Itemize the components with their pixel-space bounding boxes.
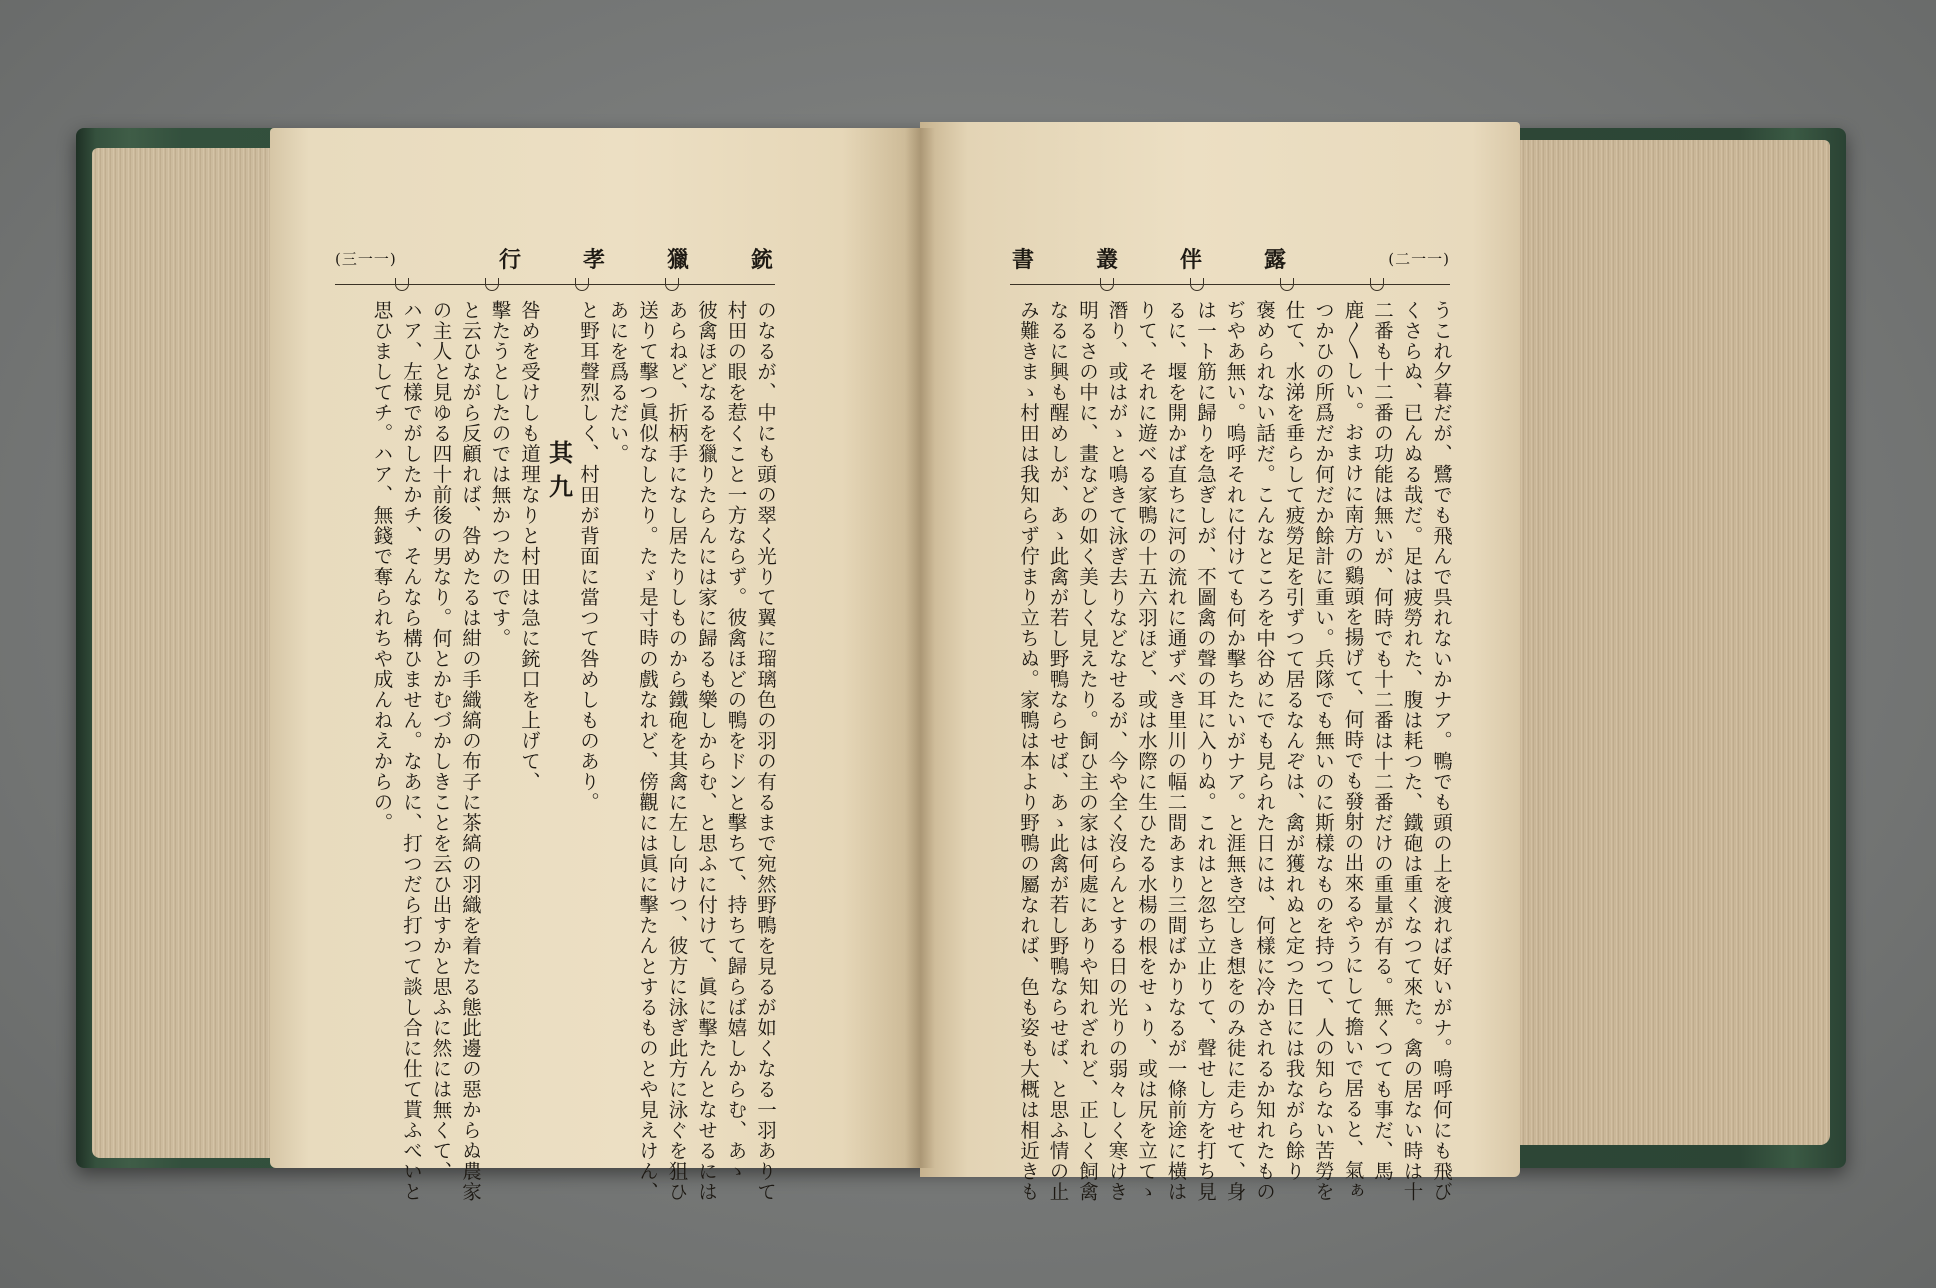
running-title-char: 叢 bbox=[1095, 246, 1118, 273]
section-heading: 其九 bbox=[544, 440, 574, 508]
text-line: と野耳聲烈しく、村田が背面に當つて咎めしものあり。 bbox=[577, 300, 600, 813]
text-line: うこれ夕暮だが、鷺でも飛んで呉れないかナア。鴨でも頭の上を渡れば好いがナ。嗚呼何にも飛び bbox=[1430, 300, 1453, 1202]
left-page-text bbox=[330, 300, 780, 1202]
text-line: のなるが、中にも頭の翠く光りて翼に瑠璃色の羽の有るまで宛然野鴨を見るが如くなる一羽ありて bbox=[754, 300, 777, 1202]
text-line: 潛り、或はがゝと鳴きて泳ぎ去りなどなせるが、今や全く沒らんとする日の光りの弱々しく寒けき bbox=[1105, 300, 1129, 1202]
text-line: と云ひながら反顧れば、咎めたるは紺の手織縞の布子に茶縞の羽織を着たる態此邊の惡からぬ農家 bbox=[459, 300, 482, 1202]
text-line: ハア、左樣でがしたかチ、そんなら構ひません。なあに、打つだら打つて談し合に仕て貰ふべいと bbox=[400, 300, 423, 1202]
text-line: ぢやあ無い。嗚呼それに付けても何か擊ちたいがナア。と涯無き空しき想をのみ徒に走らせて、身 bbox=[1223, 300, 1247, 1202]
text-line: なるに興も醒めしが、あゝ此禽が若し野鴨ならせば、あゝ此禽が若し野鴨ならせば、と思ふ情の止 bbox=[1046, 300, 1070, 1202]
right-header-rule bbox=[1010, 284, 1450, 285]
text-line: あにを爲るだい。 bbox=[606, 300, 630, 464]
text-line: くさらぬ、已んぬる哉だ。足は疲勞れた、腹は耗つた、鐵砲は重くなつて來た。禽の居ない時は十 bbox=[1400, 300, 1424, 1202]
book-gutter bbox=[905, 128, 935, 1168]
running-title-char: 獵 bbox=[666, 246, 689, 273]
left-header-rule bbox=[335, 284, 775, 285]
running-title-char: 孝 bbox=[582, 246, 605, 273]
text-line: 擊たうとしたのでは無かつたのです。 bbox=[488, 300, 512, 649]
running-title-char: 伴 bbox=[1179, 246, 1202, 273]
right-running-title bbox=[1010, 243, 1288, 274]
text-line: 褒められない話だ。こんなところを中谷めにでも見られた日には、何樣に冷かされるか知れたもの bbox=[1253, 300, 1276, 1202]
text-line: み難きまゝ村田は我知らず佇まり立ちぬ。家鴨は本より野鴨の屬なれば、色も姿も大概は相近きも bbox=[1017, 300, 1040, 1202]
running-title-char: 銃 bbox=[750, 246, 773, 273]
left-page-header bbox=[335, 238, 775, 278]
text-line: るに、堰を開かば直ちに河の流れに通ずべき里川の幅二間あまり三間ばかりなるが一條前途に橫は bbox=[1164, 300, 1188, 1202]
text-line: の主人と見ゆる四十前後の男なり。何とかむづかしきことを云ひ出すかと思ふに然には無くて、 bbox=[429, 300, 453, 1182]
right-page-stack-edge bbox=[1510, 140, 1830, 1145]
text-line: あらねど、折柄手になし居たりしものから鐵砲を其禽に左し向けつ、彼方に泳ぎ此方に泳ぐを狙ひ bbox=[665, 300, 689, 1202]
right-page-number: (二一一) bbox=[1388, 249, 1450, 268]
left-running-title bbox=[497, 243, 775, 274]
text-line: 明るさの中に、畫などの如く美しく見えたり。飼ひ主の家は何處にありや知れざれど、正しく飼禽 bbox=[1076, 300, 1099, 1202]
running-title-char: 露 bbox=[1263, 246, 1286, 273]
running-title-char: 行 bbox=[498, 246, 521, 273]
text-line: 鹿〳〵しい。おまけに南方の鷄頭を揚げて、何時でも發射の出來るやうにして擔いで居ると、氣ぁ bbox=[1341, 300, 1365, 1201]
right-page-header bbox=[1010, 238, 1450, 278]
running-title-char: 書 bbox=[1011, 246, 1034, 273]
left-page-number: (三一一) bbox=[335, 249, 397, 268]
text-line: 彼禽ほどなるを獵りたらんには家に歸るも樂しからむ、と思ふに付けて、眞に擊たんとなせるには bbox=[695, 300, 718, 1202]
text-line: 村田の眼を惹くこと一方ならず。彼禽ほどの鴨をドンと擊ちて、持ちて歸らば嬉しからむ、あゝ bbox=[724, 300, 748, 1182]
text-line: 咎めを受けしも道理なりと村田は急に銃口を上げて、 bbox=[518, 300, 541, 792]
text-line: りて、それに遊べる家鴨の十五六羽ほど、或は水際に生ひたる水楊の根をせゝり、或は尻を立てゝ bbox=[1135, 300, 1158, 1202]
text-line: 二番も十二番の功能は無いが、何時でも十二番は十二番だけの重量が有る。無くつても事だ、馬 bbox=[1371, 300, 1394, 1182]
text-line: 送りて擊つ眞似なしたり。たゞ是寸時の戲なれど、傍觀には眞に擊たんとするものとや見えけん、 bbox=[636, 300, 659, 1202]
right-page-text bbox=[1008, 300, 1456, 1202]
text-line: 思ひましてチ。ハア、無錢で奪られちや成んねえからの。 bbox=[370, 300, 394, 833]
text-line: 仕て、水涕を垂らして疲勞足を引ずつて居るなんぞは、禽が獲れぬと定つた日には我ながら餘り bbox=[1282, 300, 1306, 1182]
text-line: つかひの所爲だか何だか餘計に重い。兵隊でも無いのに斯樣なものを持つて、人の知らない苦勞を bbox=[1312, 300, 1335, 1202]
text-line: は一ト筋に歸りを急ぎしが、不圖禽の聲の耳に入りぬ。これはと忽ち立止りて、聲せし方を打ち見 bbox=[1194, 300, 1217, 1202]
